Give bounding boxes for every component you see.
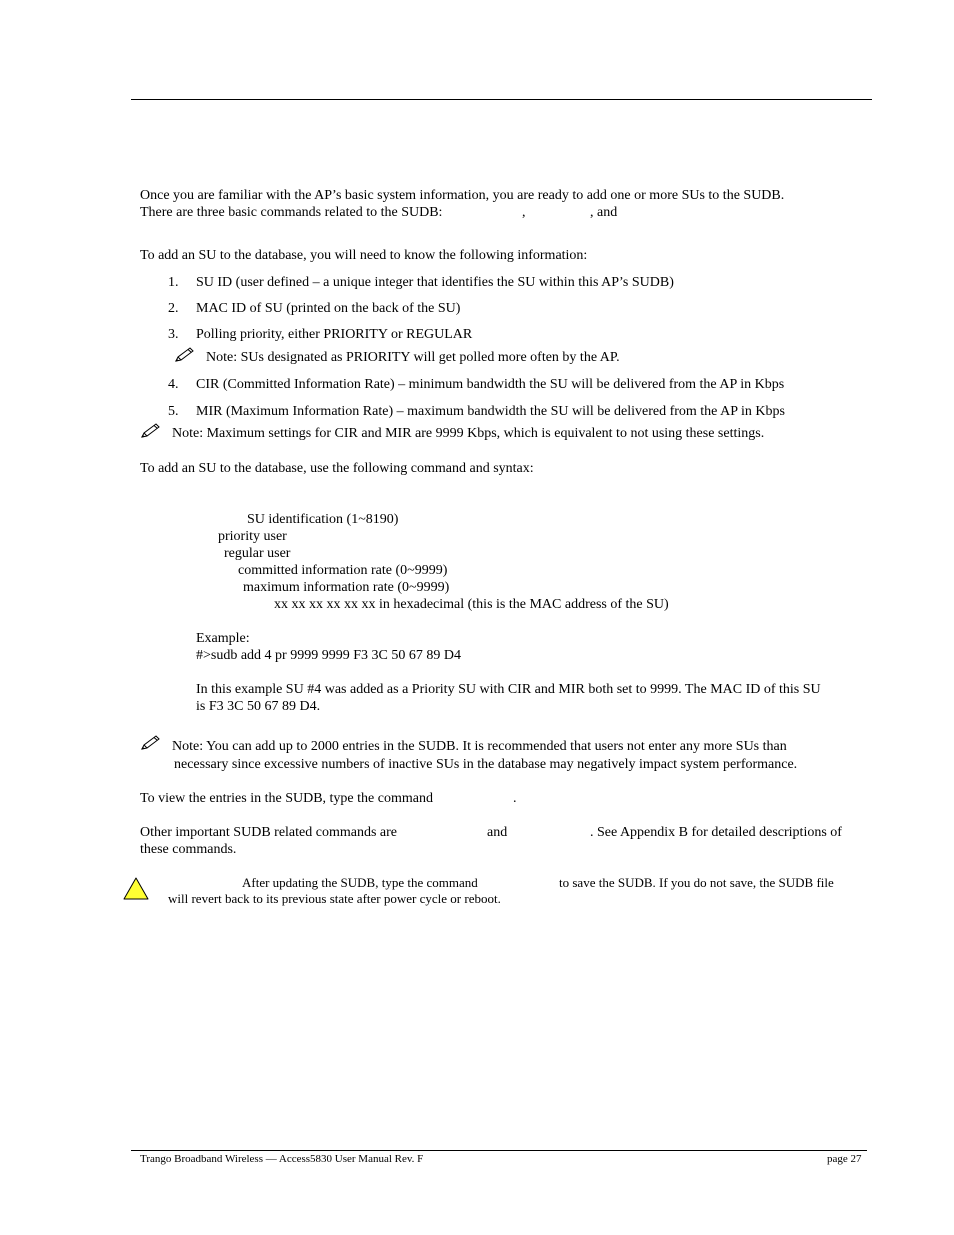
example-command: #>sudb add 4 pr 9999 9999 F3 3C 50 67 89 D4 — [196, 648, 461, 663]
list-num-5: 5. — [168, 404, 179, 419]
note-entries-2: necessary since excessive numbers of inactive SUs in the database may negatively impact system performance. — [174, 757, 798, 772]
example-explain-2: is F3 3C 50 67 89 D4. — [196, 699, 321, 714]
syntax-suid: SU identification (1~8190) — [247, 512, 399, 527]
note-max: Note: Maximum settings for CIR and MIR are 9999 Kbps, which is equivalent to not using these settings. — [172, 426, 765, 441]
other-a: Other important SUDB related commands are — [140, 825, 397, 840]
intro-sep: , — [522, 205, 526, 220]
view-end: . — [513, 791, 517, 806]
other-and: and — [487, 825, 508, 840]
caution-a: After updating the SUDB, type the command — [242, 875, 478, 890]
example-label: Example: — [196, 631, 250, 646]
note-entries-1: Note: You can add up to 2000 entries in the SUDB. It is recommended that users not enter any more SUs than — [172, 739, 787, 754]
other-b: . See Appendix B for detailed descriptions of — [590, 825, 842, 840]
syntax-reg: regular user — [224, 546, 291, 561]
list-num-1: 1. — [168, 275, 179, 290]
syntax-intro: To add an SU to the database, use the following command and syntax: — [140, 461, 534, 476]
caution-line-2: will revert back to its previous state after power cycle or reboot. — [168, 891, 501, 906]
footer-page-number: page 27 — [827, 1153, 862, 1165]
intro-text: There are three basic commands related to the SUDB: — [140, 205, 443, 220]
list-num-2: 2. — [168, 301, 179, 316]
pencil-icon — [140, 734, 162, 752]
intro-and: , and — [590, 205, 618, 220]
list-item-5: MIR (Maximum Information Rate) – maximum bandwidth the SU will be delivered from the AP in Kbps — [196, 404, 785, 419]
list-item-2: MAC ID of SU (printed on the back of the SU) — [196, 301, 461, 316]
example-explain-1: In this example SU #4 was added as a Priority SU with CIR and MIR both set to 9999. The MAC ID of this SU — [196, 682, 821, 697]
pencil-icon — [140, 422, 162, 440]
note-priority: Note: SUs designated as PRIORITY will get polled more often by the AP. — [206, 350, 620, 365]
pencil-icon — [174, 346, 196, 364]
footer-left: Trango Broadband Wireless — Access5830 User Manual Rev. F — [140, 1153, 424, 1165]
intro-line-1: Once you are familiar with the AP’s basic system information, you are ready to add one or more SUs to the SUDB. — [140, 188, 785, 203]
info-intro: To add an SU to the database, you will need to know the following information: — [140, 248, 588, 263]
caution-b: to save the SUDB. If you do not save, the SUDB file — [559, 875, 834, 890]
syntax-cir: committed information rate (0~9999) — [238, 563, 448, 578]
syntax-mac: xx xx xx xx xx xx in hexadecimal (this is the MAC address of the SU) — [274, 597, 669, 612]
view-text: To view the entries in the SUDB, type the command — [140, 791, 433, 806]
list-item-3: Polling priority, either PRIORITY or REGULAR — [196, 327, 473, 342]
list-item-4: CIR (Committed Information Rate) – minimum bandwidth the SU will be delivered from the AP in Kbps — [196, 377, 785, 392]
list-num-3: 3. — [168, 327, 179, 342]
intro-line-2 — [140, 204, 442, 221]
list-num-4: 4. — [168, 377, 179, 392]
other-line-2: these commands. — [140, 842, 237, 857]
syntax-mir: maximum information rate (0~9999) — [243, 580, 450, 595]
header-rule — [131, 99, 872, 100]
caution-icon — [122, 876, 150, 902]
list-item-1: SU ID (user defined – a unique integer that identifies the SU within this AP’s SUDB) — [196, 275, 674, 290]
syntax-pr: priority user — [218, 529, 287, 544]
